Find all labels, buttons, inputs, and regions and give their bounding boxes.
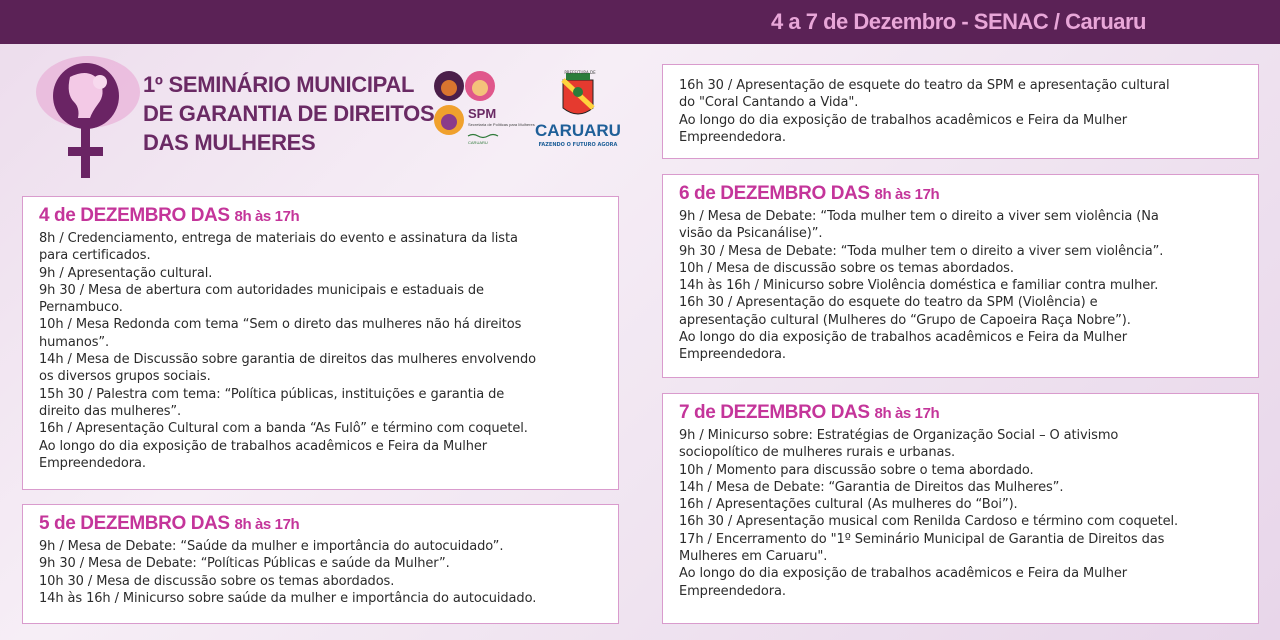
schedule-line: Ao longo do dia exposição de trabalhos acadêmicos e Feira da Mulher: [679, 112, 1128, 128]
schedule-dec-6: [662, 174, 1259, 378]
day-heading-text: 5 de DEZEMBRO DAS: [39, 513, 230, 534]
schedule-line: 15h 30 / Palestra com tema: “Política públicas, instituições e garantia de: [39, 386, 505, 402]
schedule-line: 16h / Apresentações cultural (As mulheres do “Boi”).: [679, 497, 1018, 513]
schedule-line: Ao longo do dia exposição de trabalhos acadêmicos e Feira da Mulher: [679, 566, 1128, 582]
schedule-line: sociopolítico de mulheres rurais e urbanas.: [679, 445, 956, 461]
day-heading-text: 7 de DEZEMBRO DAS: [679, 402, 870, 423]
spm-logo: [432, 70, 535, 152]
day-heading: [39, 205, 606, 228]
schedule-line: 16h 30 / Apresentação de esquete do teatro da SPM e apresentação cultural: [679, 78, 1170, 93]
event-dates: 4 a 7 de Dezembro - SENAC / Caruaru: [771, 9, 1146, 34]
schedule-line: 9h 30 / Mesa de Debate: “Toda mulher tem o direito a viver sem violência”.: [679, 243, 1164, 259]
spm-name: Secretaria de Políticas para Mulheres: [468, 122, 535, 127]
schedule-line: Empreendedora.: [39, 455, 146, 471]
day-hours: 8h às 17h: [874, 186, 940, 203]
schedule-line: 9h / Mesa de Debate: “Saúde da mulher e importância do autocuidado”.: [39, 539, 504, 554]
day-hours: 8h às 17h: [874, 405, 940, 422]
schedule-line: apresentação cultural (Mulheres do “Grupo de Capoeira Raça Nobre”).: [679, 312, 1131, 328]
spm-city: CARUARU: [468, 140, 488, 145]
schedule-line: os diversos grupos sociais.: [39, 369, 211, 385]
day-heading: [39, 513, 606, 536]
schedule-line: 9h / Minicurso sobre: Estratégias de Organização Social – O ativismo: [679, 428, 1119, 443]
schedule-line: 14h às 16h / Minicurso sobre saúde da mulher e importância do autocuidado.: [39, 590, 537, 606]
day-hours: 8h às 17h: [234, 208, 300, 225]
schedule-line: 9h 30 / Mesa de Debate: “Políticas Públicas e saúde da Mulher”.: [39, 556, 450, 572]
schedule-line: 8h / Credenciamento, entrega de materiais do evento e assinatura da lista: [39, 231, 518, 246]
schedule-line: 9h / Mesa de Debate: “Toda mulher tem o direito a viver sem violência (Na: [679, 209, 1159, 224]
day-hours: 8h às 17h: [234, 516, 300, 533]
schedule-line: 16h / Apresentação Cultural com a banda “As Fulô” e término com coquetel.: [39, 421, 528, 437]
title-line-3: DAS MULHERES: [143, 130, 316, 155]
schedule-line: 10h / Mesa de discussão sobre os temas abordados.: [679, 260, 1014, 276]
schedule-line: Ao longo do dia exposição de trabalhos acadêmicos e Feira da Mulher: [679, 330, 1128, 346]
day-heading-text: 4 de DEZEMBRO DAS: [39, 205, 230, 226]
schedule-line: 14h / Mesa de Discussão sobre garantia de direitos das mulheres envolvendo: [39, 352, 536, 368]
schedule-line: 10h / Mesa Redonda com tema “Sem o direto das mulheres não há direitos: [39, 317, 522, 333]
schedule-line: 16h 30 / Apresentação do esquete do teatro da SPM (Violência) e: [679, 295, 1098, 311]
schedule-line: 10h / Momento para discussão sobre o tema abordado.: [679, 462, 1034, 478]
schedule-line: Mulheres em Caruaru".: [679, 549, 828, 565]
day-heading: [679, 402, 1246, 425]
schedule-line: direito das mulheres”.: [39, 403, 182, 419]
schedule-line: 9h 30 / Mesa de abertura com autoridades municipais e estaduais de: [39, 282, 484, 298]
schedule-line: para certificados.: [39, 248, 151, 264]
caruaru-tagline: FAZENDO O FUTURO AGORA: [538, 142, 618, 148]
schedule-line: 17h / Encerramento do "1º Seminário Municipal de Garantia de Direitos das: [679, 531, 1165, 547]
title-line-2: DE GARANTIA DE DIREITOS: [143, 101, 435, 126]
spm-abbr: SPM: [468, 106, 497, 121]
schedule-line: do "Coral Cantando a Vida".: [679, 95, 859, 111]
schedule-line: Empreendedora.: [679, 347, 786, 363]
schedule-dec-7: [662, 393, 1259, 624]
venus-woman-icon: [30, 52, 140, 182]
top-banner: [0, 0, 1280, 44]
schedule-line: 14h / Mesa de Debate: “Garantia de Direitos das Mulheres”.: [679, 479, 1064, 495]
caruaru-name: CARUARU: [535, 121, 621, 140]
schedule-line: Pernambuco.: [39, 300, 123, 316]
schedule-line: visão da Psicanálise)”.: [679, 226, 823, 242]
day-heading-text: 6 de DEZEMBRO DAS: [679, 183, 870, 204]
schedule-line: 10h 30 / Mesa de discussão sobre os temas abordados.: [39, 573, 395, 589]
prefeitura-label: PREFEITURA DE: [564, 70, 596, 75]
schedule-line: humanos”.: [39, 334, 110, 350]
schedule-dec-5: [22, 504, 619, 624]
schedule-line: 16h 30 / Apresentação musical com Renilda Cardoso e término com coquetel.: [679, 514, 1179, 530]
schedule-line: 14h às 16h / Minicurso sobre Violência doméstica e familiar contra mulher.: [679, 278, 1159, 294]
schedule-line: Ao longo do dia exposição de trabalhos acadêmicos e Feira da Mulher: [39, 438, 488, 454]
schedule-dec-4: [22, 196, 619, 490]
title-line-1: 1º SEMINÁRIO MUNICIPAL: [143, 72, 415, 97]
schedule-dec-5-continued: [662, 64, 1259, 159]
schedule-line: Empreendedora.: [679, 583, 786, 599]
schedule-line: 9h / Apresentação cultural.: [39, 265, 213, 281]
day-heading: [679, 183, 1246, 206]
seminar-title: [143, 70, 434, 157]
schedule-line: Empreendedora.: [679, 129, 786, 145]
